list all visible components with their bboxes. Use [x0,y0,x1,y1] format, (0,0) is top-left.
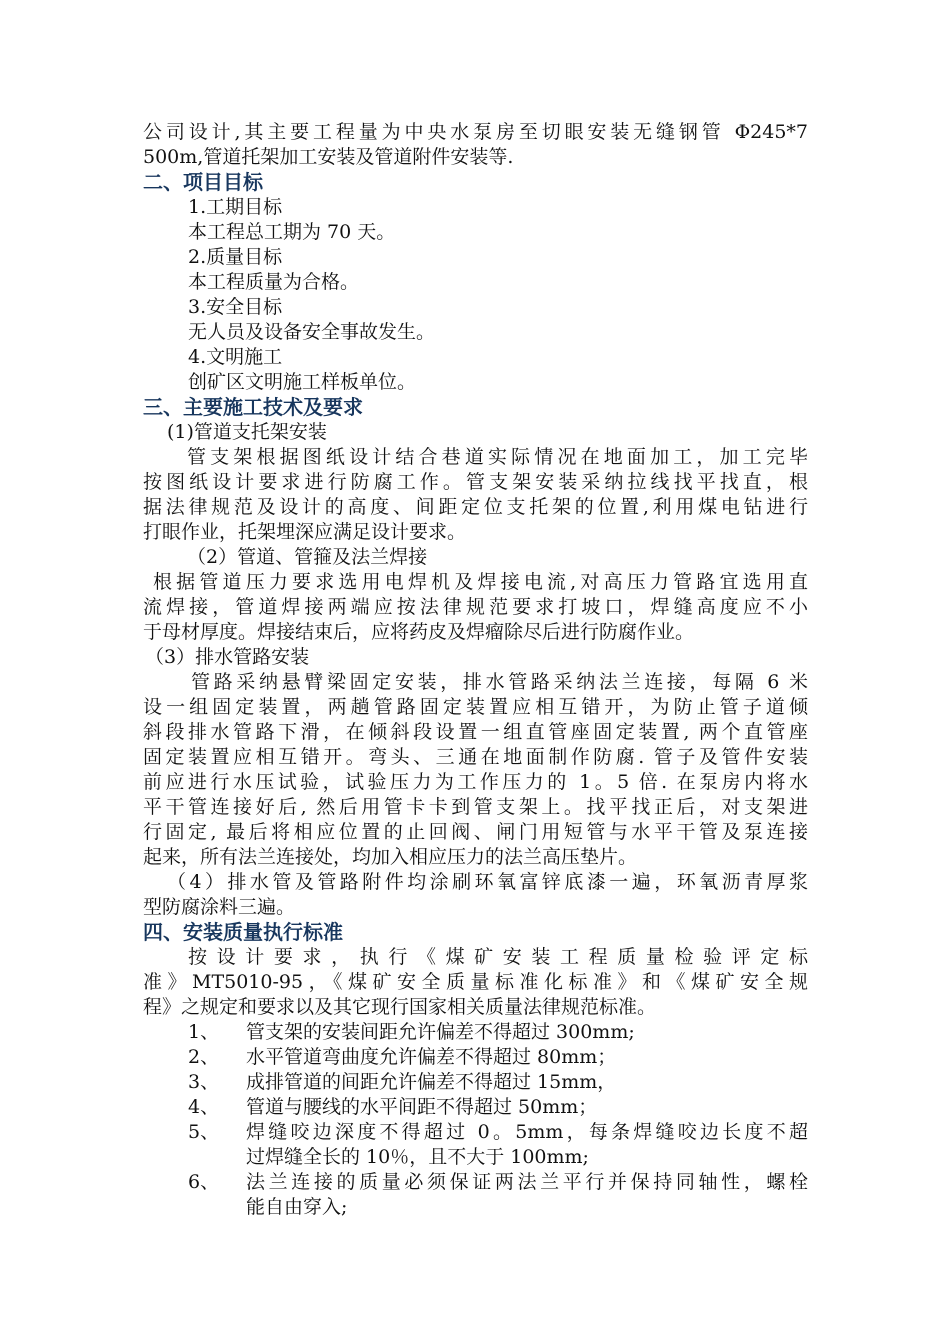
paragraph-line: 固定装置应相互错开。弯头、三通在地面制作防腐. 管子及管件安装 [143,746,808,768]
list-item-text: 管支架的安装间距允许偏差不得超过 300mm; [246,1021,635,1043]
list-item-text: 管道与腰线的水平间距不得超过 50mm； [246,1096,598,1118]
paragraph-line: 型防腐涂料三遍。 [143,896,296,918]
paragraph-line: 流焊接，管道焊接两端应按法律规范要求打坡口，焊缝高度应不小 [143,596,808,618]
paragraph-line: 管路采纳悬臂梁固定安装，排水管路采纳法兰连接，每隔 6 米 [191,671,808,693]
intro-line-2: 500m,管道托架加工安装及管道附件安装等. [143,146,514,168]
section-heading-standards: 四、安装质量执行标准 [143,920,343,944]
document-page [143,120,808,1220]
goal-item: 本工程总工期为 70 天。 [188,221,396,243]
subsection-title: （2）管道、管箍及法兰焊接 [187,546,428,568]
list-item [143,1070,808,1095]
paragraph-line: 根据管道压力要求选用电焊机及焊接电流,对高压力管路宜选用直 [153,571,808,593]
goal-item: 4.文明施工 [188,346,283,368]
section-heading-goals: 二、项目目标 [143,170,263,194]
list-item-number: 2、 [188,1046,220,1068]
goal-item: 3.安全目标 [188,296,283,318]
list-item-text: 过焊缝全长的 10％，且不大于 100mm; [246,1146,589,1168]
list-item-text: 法兰连接的质量必须保证两法兰平行并保持同轴性，螺栓 [246,1171,808,1193]
paragraph-line: 行固定, 最后将相应位置的止回阀、闸门用短管与水平干管及泵连接 [143,821,808,843]
list-item-number: 1、 [188,1021,220,1043]
list-item-text: 能自由穿入; [246,1196,348,1218]
list-item-text: 水平管道弯曲度允许偏差不得超过 80mm； [246,1046,617,1068]
paragraph-line: 据法律规范及设计的高度、间距定位支托架的位置,利用煤电钻进行 [143,496,808,518]
subsection-title: (1)管道支托架安装 [167,421,327,443]
list-item [143,1095,808,1120]
list-item-number: 5、 [188,1121,220,1143]
goal-item: 1.工期目标 [188,196,283,218]
list-item-number: 6、 [188,1171,220,1193]
list-item-number: 3、 [188,1071,220,1093]
paragraph-line: 管支架根据图纸设计结合巷道实际情况在地面加工，加工完毕 [187,446,808,468]
paragraph-line: 设一组固定装置，两趟管路固定装置应相互错开，为防止管子道倾 [143,696,808,718]
list-item [143,1045,808,1070]
list-item [143,1120,808,1170]
list-item-text: 成排管道的间距允许偏差不得超过 15mm， [246,1071,617,1093]
paragraph-line: 起来，所有法兰连接处，均加入相应压力的法兰高压垫片。 [143,846,638,868]
goal-item: 无人员及设备安全事故发生。 [188,321,436,343]
intro-line-1: 公司设计,其主要工程量为中央水泵房至切眼安装无缝钢管 Φ245*7 [143,121,808,143]
goal-item: 创矿区文明施工样板单位。 [188,371,417,393]
paragraph-line: 斜段排水管路下滑，在倾斜段设置一组直管座固定装置, 两个直管座 [143,721,808,743]
paragraph-line: （4）排水管及管路附件均涂刷环氧富锌底漆一遍，环氧沥青厚浆 [167,871,808,893]
list-item-text: 焊缝咬边深度不得超过 0。5mm，每条焊缝咬边长度不超 [246,1121,808,1143]
paragraph-line: 平干管连接好后, 然后用管卡卡到管支架上。找平找正后，对支架进 [143,796,808,818]
subsection-title: （3）排水管路安装 [145,646,310,668]
paragraph-line: 程》之规定和要求以及其它现行国家相关质量法律规范标准。 [143,996,657,1018]
paragraph-line: 打眼作业，托架埋深应满足设计要求。 [143,521,467,543]
paragraph-line: 按图纸设计要求进行防腐工作。管支架安装采纳拉线找平找直，根 [143,471,808,493]
paragraph-line: 前应进行水压试验，试验压力为工作压力的 1。5 倍. 在泵房内将水 [143,771,808,793]
section-heading-technique: 三、主要施工技术及要求 [143,395,363,419]
paragraph-line: 按 设 计 要 求 ， 执 行 《 煤 矿 安 装 工 程 质 量 检 验 评 定 标 [188,946,808,968]
paragraph-line: 准》MT5010-95，《煤矿安全质量标准化标准》和《煤矿安全规 [143,971,808,993]
goal-item: 本工程质量为合格。 [188,271,360,293]
paragraph-line: 于母材厚度。焊接结束后，应将药皮及焊瘤除尽后进行防腐作业。 [143,621,695,643]
list-item [143,1170,808,1220]
list-item-number: 4、 [188,1096,220,1118]
goal-item: 2.质量目标 [188,246,283,268]
list-item [143,1020,808,1045]
